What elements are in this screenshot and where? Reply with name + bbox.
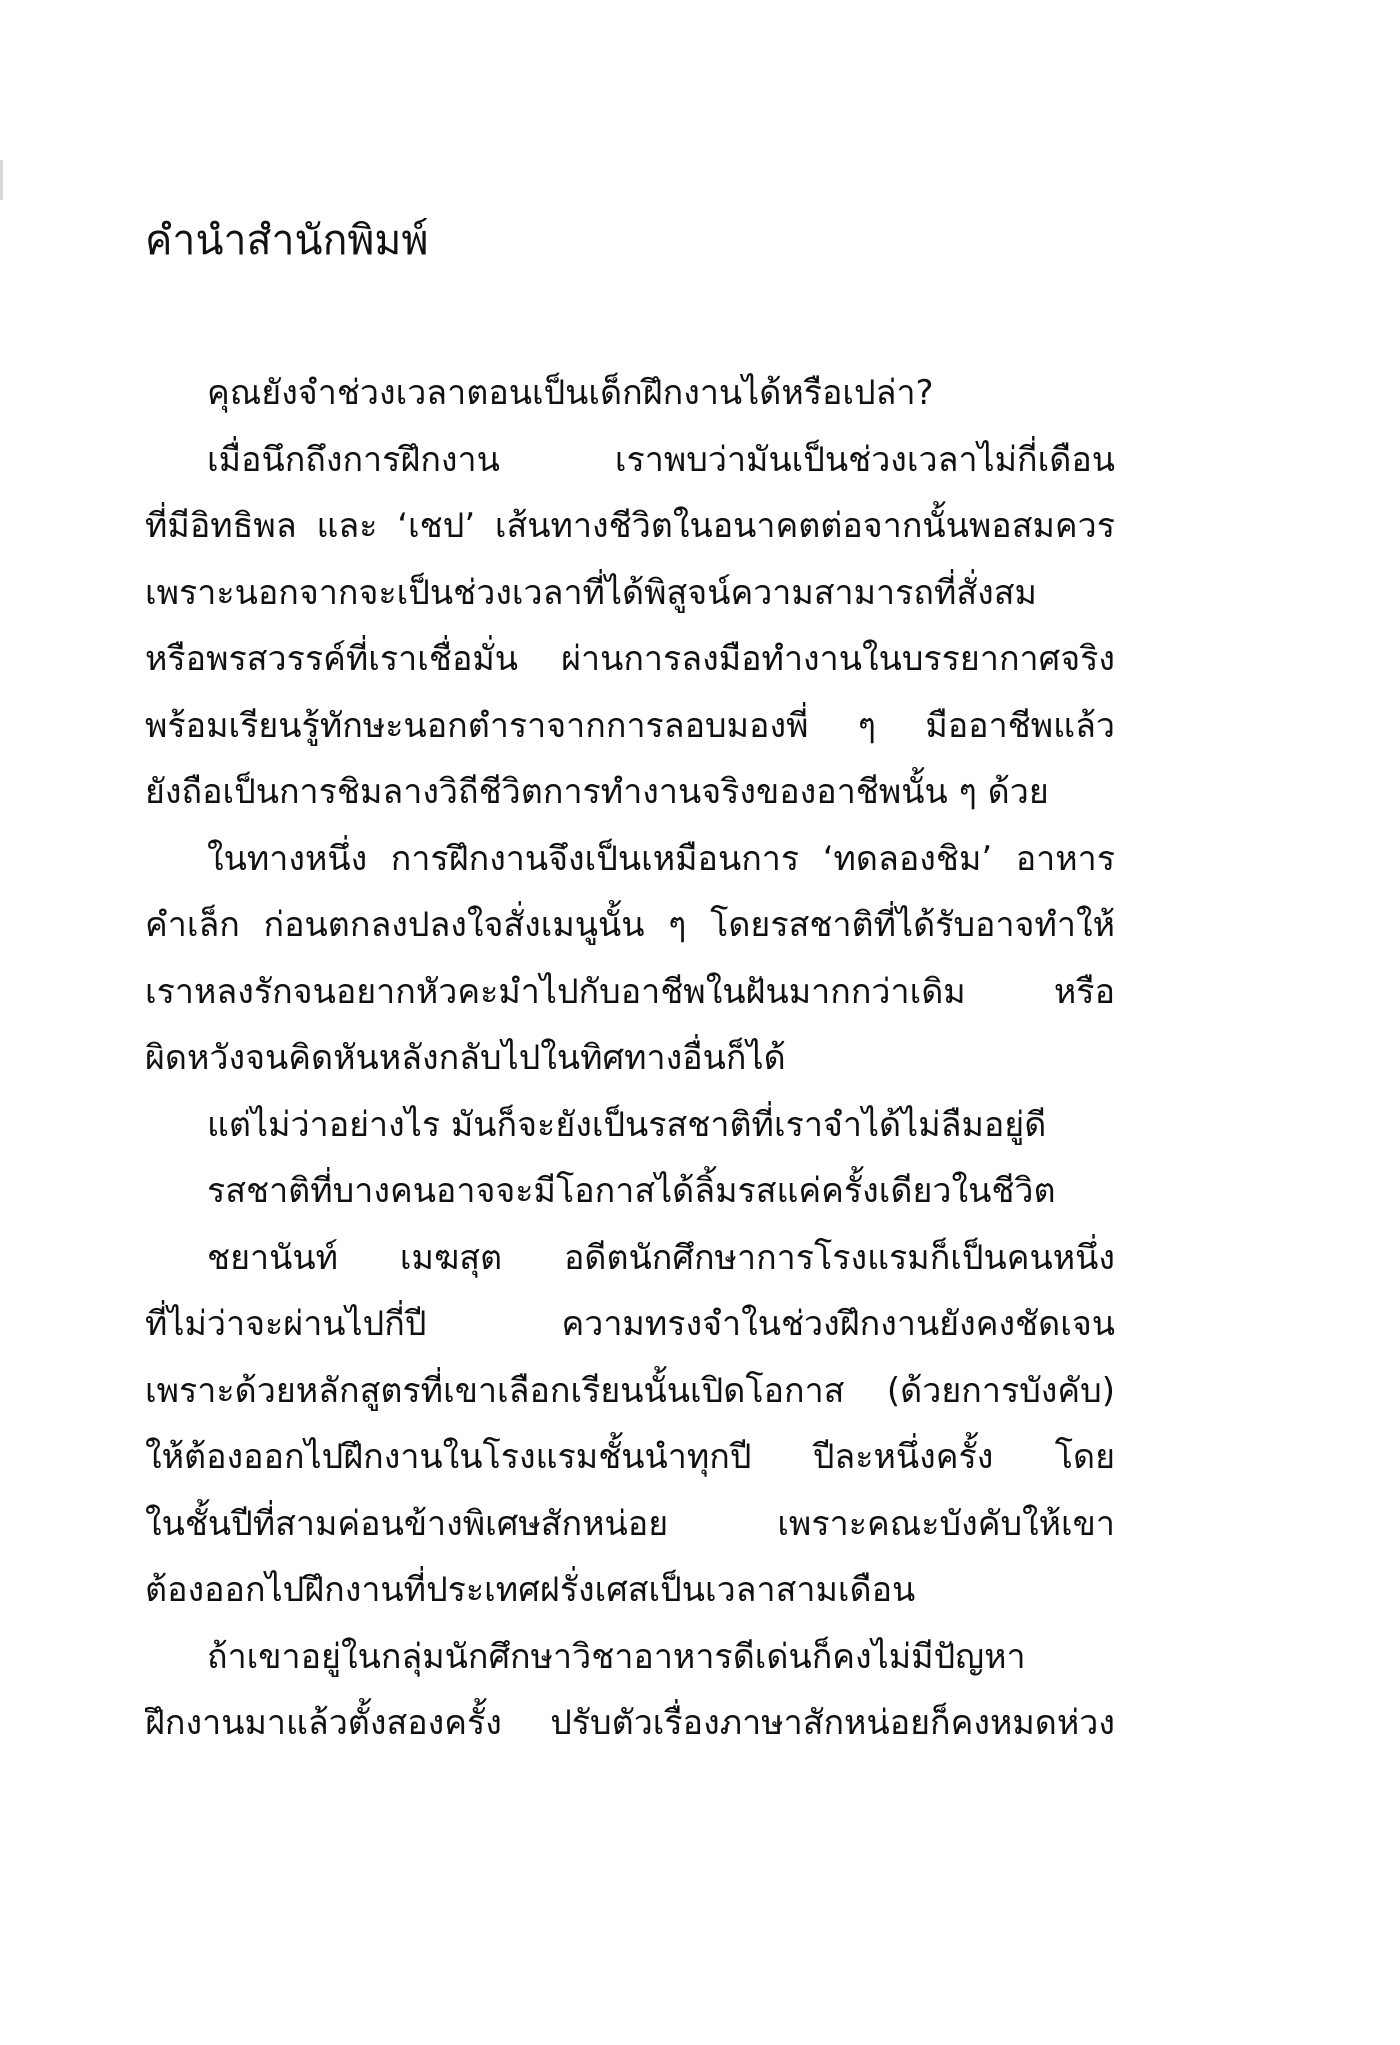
text-line: ฝึกงานมาแล้วตั้งสองครั้ง ปรับตัวเรื่องภาษาสักหน่อยก็คงหมดห่วง bbox=[145, 1703, 1115, 1743]
page-edge-shadow bbox=[0, 160, 3, 200]
text-line: เราหลงรักจนอยากหัวคะมำไปกับอาชีพในฝันมากกว่าเดิม หรือ bbox=[145, 971, 1115, 1012]
text-line: ผิดหวังจนคิดหันหลังกลับไปในทิศทางอื่นก็ได้ bbox=[145, 1038, 786, 1078]
text-line: ให้ต้องออกไปฝึกงานในโรงแรมชั้นนำทุกปี ปีละหนึ่งครั้ง โดย bbox=[145, 1437, 1115, 1477]
text-line: หรือพรสวรรค์ที่เราเชื่อมั่น ผ่านการลงมือทำงานในบรรยากาศจริง bbox=[145, 639, 1115, 679]
text-line: เพราะนอกจากจะเป็นช่วงเวลาที่ได้พิสูจน์ความสามารถที่สั่งสม bbox=[145, 572, 1037, 613]
text-line: ถ้าเขาอยู่ในกลุ่มนักศึกษาวิชาอาหารดีเด่นก็คงไม่มีปัญหา bbox=[207, 1636, 1026, 1677]
text-line: ที่มีอิทธิพล และ ‘เชป’ เส้นทางชีวิตในอนาคตต่อจากนั้นพอสมควร bbox=[145, 506, 1115, 546]
body-text bbox=[145, 360, 1115, 1757]
text-line: ยังถือเป็นการชิมลางวิถีชีวิตการทำงานจริงของอาชีพนั้น ๆ ด้วย bbox=[145, 772, 1049, 812]
text-line: แต่ไม่ว่าอย่างไร มันก็จะยังเป็นรสชาติที่เราจำได้ไม่ลืมอยู่ดี bbox=[207, 1104, 1047, 1145]
text-line: ชยานันท์ เมฆสุต อดีตนักศึกษาการโรงแรมก็เป็นคนหนึ่ง bbox=[207, 1237, 1115, 1278]
text-line: เมื่อนึกถึงการฝึกงาน เราพบว่ามันเป็นช่วงเวลาไม่กี่เดือน bbox=[207, 439, 1115, 480]
text-line: ที่ไม่ว่าจะผ่านไปกี่ปี ความทรงจำในช่วงฝึกงานยังคงชัดเจน bbox=[145, 1304, 1115, 1344]
text-line: ต้องออกไปฝึกงานที่ประเทศฝรั่งเศสเป็นเวลาสามเดือน bbox=[145, 1570, 916, 1610]
text-line: พร้อมเรียนรู้ทักษะนอกตำราจากการลอบมองพี่ ๆ มืออาชีพแล้ว bbox=[145, 705, 1115, 746]
text-line: ในทางหนึ่ง การฝึกงานจึงเป็นเหมือนการ ‘ทดลองชิม’ อาหาร bbox=[207, 838, 1115, 879]
text-line: เพราะด้วยหลักสูตรที่เขาเลือกเรียนนั้นเปิดโอกาส (ด้วยการบังคับ) bbox=[145, 1370, 1115, 1411]
page-heading: คำนำสำนักพิมพ์ bbox=[145, 216, 429, 264]
text-line: รสชาติที่บางคนอาจจะมีโอกาสได้ลิ้มรสแค่ครั้งเดียวในชีวิต bbox=[207, 1171, 1056, 1211]
text-line: คุณยังจำช่วงเวลาตอนเป็นเด็กฝึกงานได้หรือเปล่า? bbox=[207, 373, 934, 413]
text-line: ในชั้นปีที่สามค่อนข้างพิเศษสักหน่อย เพราะคณะบังคับให้เขา bbox=[145, 1503, 1115, 1544]
text-line: คำเล็ก ก่อนตกลงปลงใจสั่งเมนูนั้น ๆ โดยรสชาติที่ได้รับอาจทำให้ bbox=[145, 905, 1115, 945]
